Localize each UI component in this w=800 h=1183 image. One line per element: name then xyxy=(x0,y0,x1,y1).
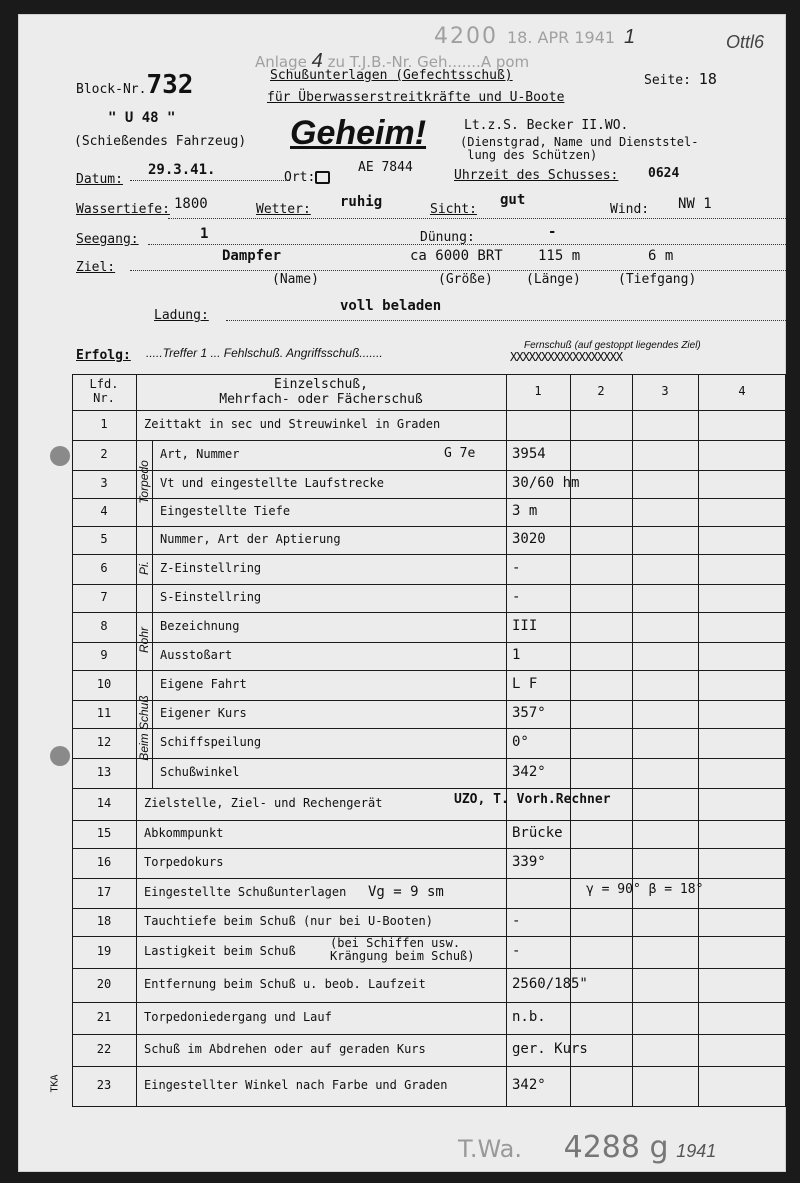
depth-value: 1800 xyxy=(174,196,208,212)
row-extra: Vg = 9 sm xyxy=(368,884,444,900)
row-value: - xyxy=(512,943,521,959)
swell-value: - xyxy=(548,224,557,240)
row-description: Tauchtiefe beim Schuß (nur bei U-Booten) xyxy=(144,914,433,928)
row-extra: (bei Schiffen usw. Krängung beim Schuß) xyxy=(330,936,475,963)
column-header-shot: 4 xyxy=(738,384,746,398)
row-number: 6 xyxy=(100,561,108,575)
visibility-label: Sicht: xyxy=(430,202,477,217)
row-value: n.b. xyxy=(512,1009,546,1025)
row-number: 13 xyxy=(96,765,112,779)
row-value: 339° xyxy=(512,854,546,870)
row-description: S-Einstellring xyxy=(160,590,262,604)
row-description: Z-Einstellring xyxy=(160,561,262,575)
row-number: 11 xyxy=(96,706,112,720)
target-size: ca 6000 BRT xyxy=(410,248,503,264)
row-description: Schuß im Abdrehen oder auf geraden Kurs xyxy=(144,1042,426,1056)
form-title: Schußunterlagen (Gefechtsschuß) xyxy=(270,68,513,83)
sea-state-label: Seegang: xyxy=(76,232,139,247)
row-value: 30/60 hm xyxy=(512,475,580,491)
block-number: Block-Nr.732 xyxy=(76,70,194,100)
row-description: Eigener Kurs xyxy=(160,706,247,720)
row-number: 21 xyxy=(96,1010,112,1024)
form-subtitle: für Überwasserstreitkräfte und U-Boote xyxy=(267,90,565,105)
row-value: γ = 90° β = 18° xyxy=(586,882,704,897)
row-number: 19 xyxy=(96,944,112,958)
target-length: 115 m xyxy=(538,248,581,264)
punch-hole xyxy=(50,446,70,466)
row-number: 15 xyxy=(96,826,112,840)
size-caption: (Größe) xyxy=(438,272,493,287)
row-number: 8 xyxy=(100,619,108,633)
row-description: Abkommpunkt xyxy=(144,826,224,840)
row-value: 0° xyxy=(512,734,529,750)
row-number: 7 xyxy=(100,590,108,604)
weather-label: Wetter: xyxy=(256,202,311,217)
row-number: 12 xyxy=(96,735,112,749)
wind-label: Wind: xyxy=(610,202,650,217)
row-description: Eingestellte Tiefe xyxy=(160,504,291,518)
row-value: - xyxy=(512,913,521,929)
row-description: Bezeichnung xyxy=(160,619,240,633)
row-number: 3 xyxy=(100,476,108,490)
time-label: Uhrzeit des Schusses: xyxy=(454,168,619,183)
footer-stamp: T.Wa. 4288 g 1941 xyxy=(458,1130,717,1165)
row-description: Zeittakt in sec und Streuwinkel in Graden xyxy=(144,417,441,431)
row-extra: G 7e xyxy=(444,446,476,461)
vessel-name: " U 48 " xyxy=(108,110,176,126)
row-description: Zielstelle, Ziel- und Rechengerät xyxy=(144,796,383,810)
name-caption: (Name) xyxy=(272,272,319,287)
row-value: 342° xyxy=(512,1077,546,1093)
page-number: Seite: 18 xyxy=(644,70,717,88)
time-value: 0624 xyxy=(648,166,680,181)
row-description: Ausstoßart xyxy=(160,648,233,662)
punch-hole xyxy=(50,746,70,766)
row-value: 3020 xyxy=(512,531,546,547)
result-options: .....Treffer 1 ... Fehlschuß. Angriffsschuß....... xyxy=(146,346,383,360)
cargo-label: Ladung: xyxy=(154,308,209,323)
document-page xyxy=(18,14,786,1172)
cargo-value: voll beladen xyxy=(340,298,442,314)
row-description: Schußwinkel xyxy=(160,765,240,779)
column-header-number: Lfd. Nr. xyxy=(89,377,119,405)
column-header-shot: 2 xyxy=(597,384,605,398)
row-value: - xyxy=(512,560,521,576)
row-number: 9 xyxy=(100,648,108,662)
row-value: ger. Kurs xyxy=(512,1041,588,1057)
depth-label: Wassertiefe: xyxy=(76,202,170,217)
row-description: Vt und eingestellte Laufstrecke xyxy=(160,476,384,490)
row-description: Nummer, Art der Aptierung xyxy=(160,532,341,546)
row-number: 17 xyxy=(96,885,112,899)
row-description: Torpedokurs xyxy=(144,855,224,869)
group-label: Torpedo xyxy=(137,460,151,504)
shooter-label: (Dienstgrad, Name und Dienststel- lung des Schützen) xyxy=(460,135,699,162)
column-header-description: Einzelschuß, Mehrfach- oder Fächerschuß xyxy=(219,377,423,407)
row-value: 357° xyxy=(512,705,546,721)
row-value: 2560/185" xyxy=(512,976,588,992)
wind-value: NW 1 xyxy=(678,196,712,212)
column-header-shot: 3 xyxy=(661,384,669,398)
target-label: Ziel: xyxy=(76,260,116,275)
swell-label: Dünung: xyxy=(420,230,475,245)
row-description: Schiffspeilung xyxy=(160,735,262,749)
row-value: 3 m xyxy=(512,503,538,519)
result-note: Fernschuß (auf gestoppt liegendes Ziel) xyxy=(524,340,701,351)
row-number: 4 xyxy=(100,504,108,518)
weather-value: ruhig xyxy=(340,194,383,210)
sea-state-value: 1 xyxy=(200,226,209,242)
row-number: 10 xyxy=(96,677,112,691)
group-label: Beim Schuß xyxy=(137,695,151,761)
row-number: 16 xyxy=(96,855,112,869)
target-name: Dampfer xyxy=(222,248,282,264)
row-description: Entfernung beim Schuß u. beob. Laufzeit xyxy=(144,977,426,991)
row-description: Eigene Fahrt xyxy=(160,677,247,691)
row-description: Eingestellte Schußunterlagen xyxy=(144,885,347,899)
row-value: - xyxy=(512,589,521,605)
row-number: 1 xyxy=(100,417,108,431)
annex-stamp: Anlage 4 zu T.J.B.-Nr. Geh.......A pom xyxy=(255,50,530,72)
row-number: 18 xyxy=(96,914,112,928)
row-description: Eingestellter Winkel nach Farbe und Graden xyxy=(144,1078,448,1092)
row-extra: UZO, T. Vorh.Rechner xyxy=(454,792,611,807)
row-description: Torpedoniedergang und Lauf xyxy=(144,1010,332,1024)
row-value: III xyxy=(512,618,538,634)
corner-handwriting: Ottl6 xyxy=(726,32,765,52)
row-number: 22 xyxy=(96,1042,112,1056)
row-value: L F xyxy=(512,676,538,692)
shooter-name: Lt.z.S. Becker II.WO. xyxy=(464,118,629,133)
column-header-shot: 1 xyxy=(534,384,542,398)
row-value: 3954 xyxy=(512,446,546,462)
row-description: Lastigkeit beim Schuß xyxy=(144,944,296,958)
place-label: Ort: xyxy=(284,170,330,185)
row-number: 14 xyxy=(96,796,112,810)
row-value: 342° xyxy=(512,764,546,780)
row-description: Art, Nummer xyxy=(160,447,240,461)
date-value: 29.3.41. xyxy=(148,162,216,178)
result-label: Erfolg: xyxy=(76,348,131,363)
length-caption: (Länge) xyxy=(526,272,581,287)
group-label: Pi. xyxy=(137,561,151,576)
visibility-value: gut xyxy=(500,192,526,208)
group-label: Rohr xyxy=(137,627,151,654)
place-value: AE 7844 xyxy=(358,160,413,175)
square-icon xyxy=(315,171,330,184)
row-number: 5 xyxy=(100,532,108,546)
draft-caption: (Tiefgang) xyxy=(618,272,697,287)
date-label: Datum: xyxy=(76,172,123,187)
target-draft: 6 m xyxy=(648,248,674,264)
row-value: 1 xyxy=(512,647,521,663)
result-struck: XXXXXXXXXXXXXXXXXX xyxy=(510,350,623,364)
row-number: 23 xyxy=(96,1078,112,1092)
row-number: 2 xyxy=(100,447,108,461)
archive-stamp: 4200 18. APR 1941 1 xyxy=(434,24,638,49)
secret-stamp: Geheim! xyxy=(290,114,427,152)
vessel-label: (Schießendes Fahrzeug) xyxy=(74,134,247,149)
row-value: Brücke xyxy=(512,825,563,841)
row-number: 20 xyxy=(96,977,112,991)
side-marking: TKA xyxy=(49,1074,61,1093)
